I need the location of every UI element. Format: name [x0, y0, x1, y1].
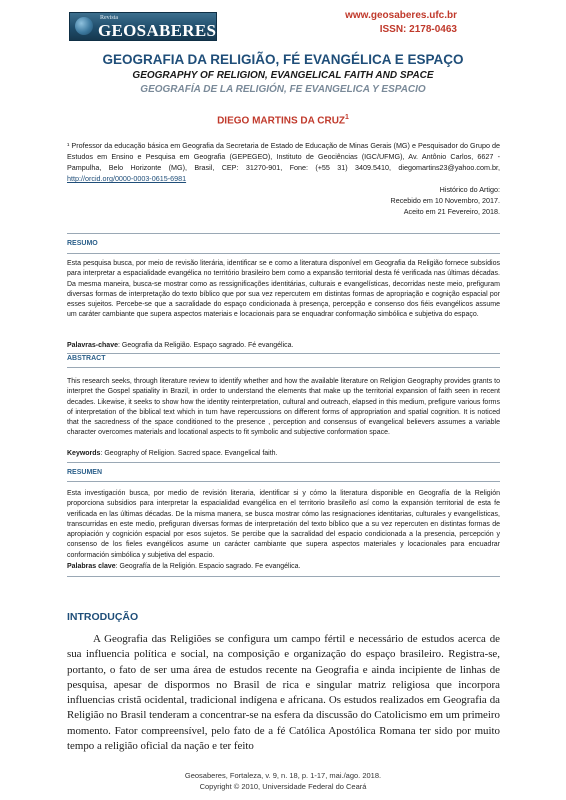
- logo-main-text: GEOSABERES: [98, 21, 217, 40]
- introduction-heading: INTRODUÇÃO: [67, 611, 139, 623]
- keywords-text: : Geography of Religion. Sacred space. Evangelical faith.: [100, 450, 278, 457]
- title-spanish: GEOGRAFÍA DE LA RELIGIÓN, FE EVANGELICA Y ESPACIO: [140, 84, 426, 95]
- section-divider: [67, 576, 500, 577]
- logo-small-text: Revista: [100, 15, 118, 21]
- history-label: Histórico do Artigo:: [439, 185, 500, 194]
- section-divider: [67, 353, 500, 354]
- author-name: [0, 114, 566, 126]
- globe-icon: [75, 17, 93, 35]
- journal-logo: [69, 12, 217, 41]
- resumen-keywords: [67, 562, 500, 572]
- introduction-text: A Geografia das Religiões se configura um campo fértil e necessário de estudos acerca de sua influencia política e social, na composição e organização do espaço brasileiro. Registra-se, portanto, o fato de ser uma área de estudos recente na Geografia e ainda incipiente de linhas de pesquisa, apesar de dispormos no Brasil de rica e singular matriz religiosa que incorpora influencias cristã ocidental, tradicional indígena e africana. Os estudos realizados em Geografia da Religião no Brasil tenderam a concentrar-se na esfera da discussão do Catolicismo em um primeiro momento. Fator compreensível, pelo fato de a fé Católica Apostólica Romana ter sido por muito tempo a religião oficial da nação e ter feito: [67, 633, 500, 753]
- orcid-link[interactable]: http://orcid.org/0000-0003-0615-6981: [67, 174, 187, 183]
- section-divider: [67, 481, 500, 482]
- section-divider: [67, 367, 500, 368]
- title-portuguese: GEOGRAFIA DA RELIGIÃO, FÉ EVANGÉLICA E ESPAÇO: [102, 52, 464, 67]
- keywords-label: Palavras-chave: [67, 342, 118, 349]
- author-name-text: DIEGO MARTINS DA CRUZ: [217, 115, 346, 127]
- keywords-text: : Geografia da Religião. Espaço sagrado. Fé evangélica.: [117, 342, 294, 349]
- abstract-heading: ABSTRACT: [67, 355, 106, 362]
- keywords-label: Keywords: [67, 450, 101, 457]
- affiliation-text: ¹ Professor da educação básica em Geografia da Secretaria de Estado de Educação de Minas Gerais (MG) e Pesquisador do Grupo de Estudos em Ensino e Pesquisa em Geografia (GEPEGEO), Instituto de Geociências (IGC/UFMG), Av. Antônio Carlos, 6627 - Pampulha, Belo Horizonte (MG), Brasil, CEP: 31270-901, Fone: (+55 31) 3409.5410, diegomartins23@yahoo.com.br,: [67, 141, 500, 172]
- history-accepted: Aceito em 21 Fevereiro, 2018.: [403, 207, 500, 216]
- copyright-footer: Copyright © 2010, Universidade Federal do Ceará: [199, 782, 367, 791]
- abstract-keywords: [67, 449, 500, 459]
- section-divider: [67, 253, 500, 254]
- section-divider: [67, 462, 500, 463]
- keywords-label: Palabras clave: [67, 563, 116, 570]
- abstract-text: This research seeks, through literature review to identify whether and how the available literature on Religion Geography provides grants to interpret the Gospel spatiality in Brazil, in order to understand the elements that make up the territorial expansion of faith seen in recent decades. Likewise, it seeks to show how the identity reinterpretation, cultural and outreach, elapsed in this medium, prefigure various forms of interpretation of the biblical text which in turn have repercussions on different forms of appropriation and spatial cognition. It is noticed that the sacredness of the space conditioned to the presence , perception and consensus of evangelical believers assumes a variable character overcomes materials and locational aspects to fit symbolic and subjective conformation space.: [67, 378, 500, 437]
- keywords-text: : Geografía de la Religión. Espacio sagrado. Fe evangélica.: [115, 563, 301, 570]
- resumo-heading: RESUMO: [67, 240, 98, 247]
- author-affiliation: [67, 140, 500, 184]
- section-divider: [67, 233, 500, 234]
- resumo-text: Esta pesquisa busca, por meio de revisão literária, identificar se e como a literatura disponível em Geografia da Religião fornece subsídios para interpretar a espacialidade evangélica no território brasileiro bem como a expansão territorial desta fé verificada nas últimas décadas. Da mesma maneira, busca-se mostrar como as ressignificações identitárias, culturais e evangelísticas, decorridas neste meio, prefiguram diversas formas de interpretação do texto bíblico que por sua vez repercutem em distintas formas de apropriação e cognição espacial por esses sujeitos. Percebe-se que a sacralidade do espaço condicionada à presença, percepção e consenso dos fiéis evangélicos assume um caráter cambiante que supera aspectos materiais e locacionais para se enquadrar conformação simbólica e subjetiva do espaço.: [67, 260, 500, 319]
- history-received: Recebido em 10 Novembro, 2017.: [390, 196, 500, 205]
- resumen-text: Esta investigación busca, por medio de revisión literaria, identificar si y cómo la literatura disponible en Geografía de la Religión proporciona subsidios para interpretar la espacialidad evangélica en el territorio brasileño así como la expansión territorial de esta fe verificada en las últimas décadas. De la misma manera, se busca mostrar cómo las resignaciones identitarias, culturales y evangelísticas, transcurridas en este medio, prefiguran diversas formas de interpretación del texto bíblico que a su vez repercuten en distintas formas de apropiación y cognición espacial por esos sujetos. Se percibe que la sacralidad del espacio condicionada a la presencia, percepción y consenso de los fieles evangélicos asume un carácter cambiante que supera aspectos materiales y locacionales para encuadrar conformación simbólica y subjetiva del espacio.: [67, 490, 500, 559]
- citation-footer: Geosaberes, Fortaleza, v. 9, n. 18, p. 1-17, mai./ago. 2018.: [184, 771, 382, 780]
- article-history: [300, 184, 500, 217]
- journal-issn: ISSN: 2178-0463: [379, 24, 457, 35]
- resumen-heading: RESUMEN: [67, 469, 103, 476]
- title-english: GEOGRAPHY OF RELIGION, EVANGELICAL FAITH AND SPACE: [132, 70, 434, 81]
- author-footnote-mark: 1: [345, 114, 349, 121]
- journal-website-link[interactable]: www.geosaberes.ufc.br: [345, 10, 457, 21]
- resumo-keywords: [67, 341, 500, 351]
